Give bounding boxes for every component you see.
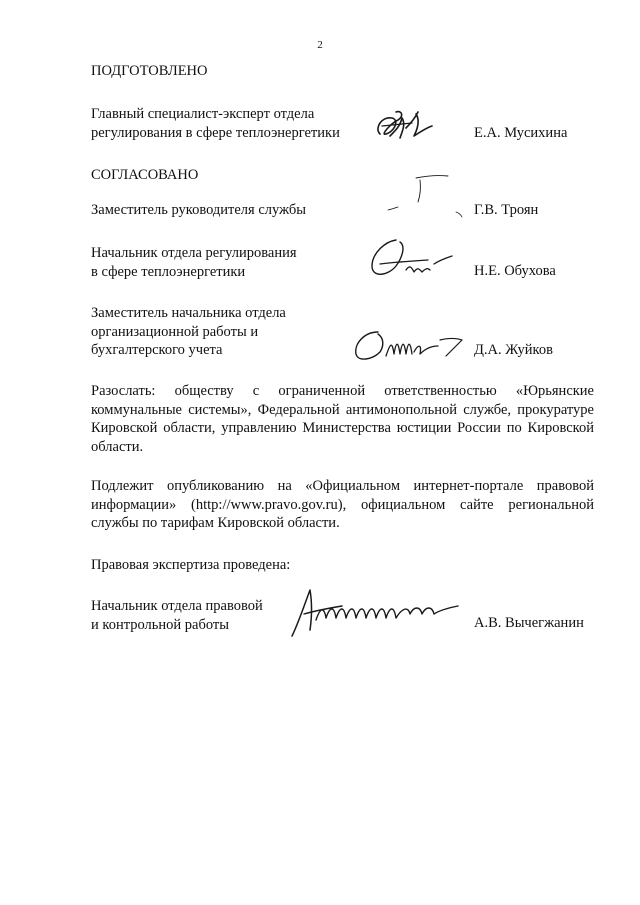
signature-zhuykov bbox=[350, 326, 468, 366]
publication-note: Подлежит опубликованию на «Официальном интернет-портале правовой информации» (http://www.pravo.gov.ru), официальном сайте региональной службы по тарифам Кировской области. bbox=[91, 478, 594, 531]
signature-obukhova bbox=[366, 234, 458, 284]
legal-review-name: А.В. Вычегжанин bbox=[474, 615, 584, 631]
signer-name: Д.А. Жуйков bbox=[474, 342, 553, 358]
prepared-heading: ПОДГОТОВЛЕНО bbox=[91, 63, 208, 79]
prepared-name: Е.А. Мусихина bbox=[474, 125, 568, 141]
legal-review-text: Правовая экспертиза проведена: bbox=[91, 557, 291, 573]
signer-position-line: в сфере теплоэнергетики bbox=[91, 263, 246, 280]
signer-position-line: бухгалтерского учета bbox=[91, 342, 223, 358]
signature-vychegzhanin bbox=[286, 584, 468, 640]
legal-review-position bbox=[91, 597, 263, 634]
prepared-position-line: Главный специалист-эксперт отдела bbox=[91, 106, 315, 122]
signer-position-line: организационной работы и bbox=[91, 323, 259, 340]
prepared-position bbox=[91, 105, 340, 142]
signer-position bbox=[91, 304, 286, 360]
signature-musikhina bbox=[372, 106, 442, 146]
signer-position bbox=[91, 244, 297, 281]
signer-position-line: Заместитель руководителя службы bbox=[91, 202, 307, 218]
signer-position-line: Заместитель начальника отдела bbox=[91, 305, 286, 321]
legal-review-position-line: Начальник отдела правовой bbox=[91, 598, 263, 614]
signature-troyan bbox=[380, 170, 470, 222]
page-number: 2 bbox=[317, 39, 323, 51]
signer-position bbox=[91, 201, 306, 220]
signer-position-line: Начальник отдела регулирования bbox=[91, 245, 297, 261]
distribution-list: Разослать: обществу с ограниченной ответственностью «Юрьянские коммунальные системы», Федеральной антимонопольной службе, прокуратуре Кировской области, управлению Министерства юстиции России по Кировской области. bbox=[91, 383, 594, 455]
signer-name: Н.Е. Обухова bbox=[474, 263, 556, 279]
signer-name: Г.В. Троян bbox=[474, 202, 539, 218]
legal-review-position-line: и контрольной работы bbox=[91, 616, 229, 633]
prepared-position-line: регулирования в сфере теплоэнергетики bbox=[91, 124, 340, 141]
agreed-heading: СОГЛАСОВАНО bbox=[91, 167, 199, 183]
